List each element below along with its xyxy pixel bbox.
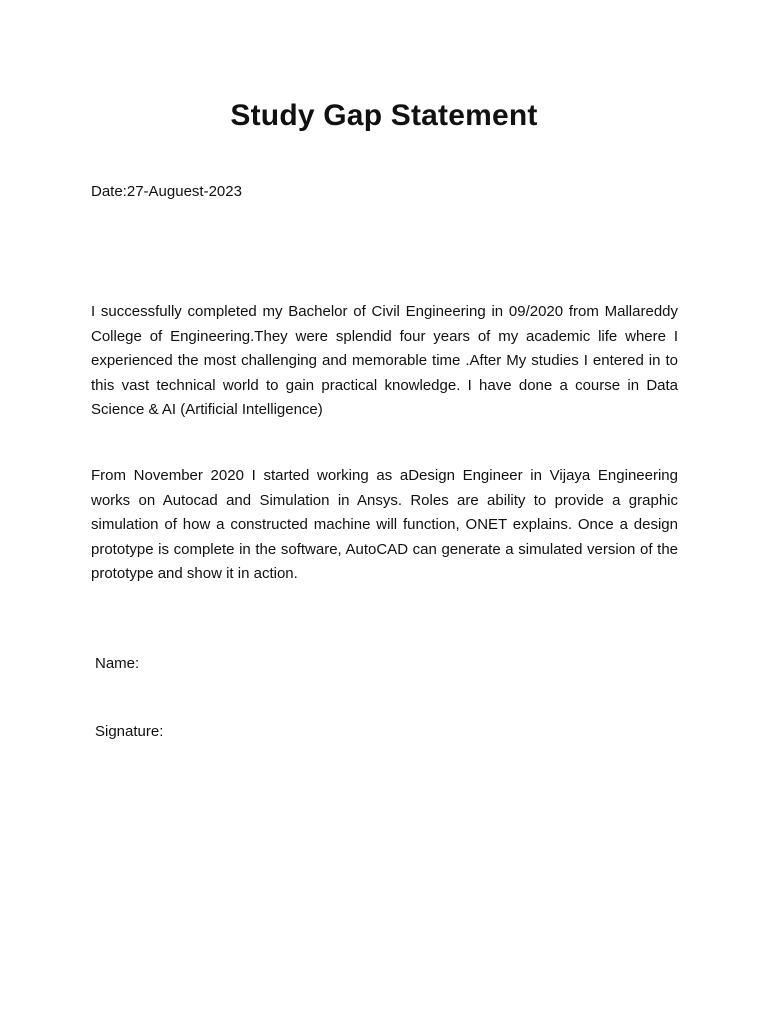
education-paragraph: I successfully completed my Bachelor of Civil Engineering in 09/2020 from Mallareddy College of Engineering.They were splendid four years of my academic life where I experienced the most challenging and memorable time .After My studies I entered in to this vast technical world to gain practical knowledge. I have done a course in Data Science & AI (Artificial Intelligence) bbox=[91, 303, 678, 418]
work-experience-paragraph: From November 2020 I started working as aDesign Engineer in Vijaya Engineering works on Autocad and Simulation in Ansys. Roles are ability to provide a graphic simulation of how a constructed machine will function, ONET explains. Once a design prototype is complete in the software, AutoCAD can generate a simulated version of the prototype and show it in action. bbox=[91, 467, 678, 582]
signature-label: Signature: bbox=[95, 723, 164, 740]
document-title: Study Gap Statement bbox=[230, 99, 538, 132]
statement-date: Date:27-Auguest-2023 bbox=[91, 183, 242, 200]
name-label: Name: bbox=[95, 655, 140, 672]
